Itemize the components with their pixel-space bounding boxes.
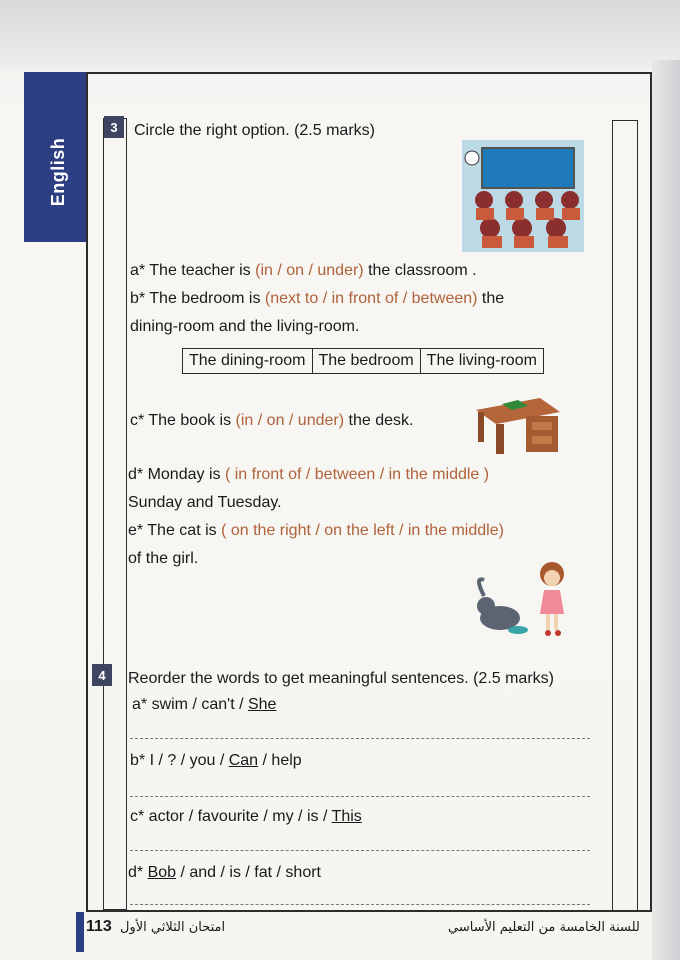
item-4c-text: c* actor / favourite / my / is / <box>130 808 332 825</box>
room-cell-2: The bedroom <box>312 349 420 374</box>
classroom-illustration <box>462 140 584 252</box>
frame-right <box>650 72 652 912</box>
item-3c-suffix: the desk. <box>348 412 414 429</box>
item-4d-start-word: Bob <box>147 864 177 881</box>
answer-line-4a[interactable] <box>130 738 590 739</box>
item-3a <box>130 262 477 280</box>
section-3-title: Circle the right option. (2.5 marks) <box>134 122 375 139</box>
page-right-shadow <box>652 60 680 960</box>
item-3a-options[interactable]: (in / on / under) <box>255 262 364 279</box>
item-3a-suffix: the classroom . <box>368 262 477 279</box>
frame-top <box>86 72 652 74</box>
answer-line-4c[interactable] <box>130 850 590 851</box>
item-4c-start-word: This <box>331 808 362 825</box>
item-3b-suffix: the <box>481 290 505 307</box>
left-margin-box <box>103 118 127 910</box>
item-4d <box>128 864 321 882</box>
room-cell-1: The dining-room <box>183 349 313 374</box>
right-margin-box <box>612 120 638 912</box>
page-number: 113 <box>86 918 112 935</box>
item-3b-line2: dining-room and the living-room. <box>130 318 360 335</box>
item-4d-text-end: / and / is / fat / short <box>176 864 321 881</box>
item-3e-prefix: e* The cat is <box>128 522 217 539</box>
item-3b <box>130 290 504 308</box>
answer-line-4b[interactable] <box>130 796 590 797</box>
item-4c <box>130 808 362 826</box>
item-3c-prefix: c* The book is <box>130 412 232 429</box>
item-3d <box>128 466 489 484</box>
item-4b-start-word: Can <box>228 752 259 769</box>
side-tab-label: English <box>47 137 68 207</box>
item-3d-line2: Sunday and Tuesday. <box>128 494 282 511</box>
frame-left <box>86 72 88 912</box>
item-4b-text: b* I / ? / you / <box>130 752 229 769</box>
page-top-shadow <box>0 0 680 68</box>
item-4a-start-word: She <box>247 696 277 713</box>
item-3b-prefix: b* The bedroom is <box>130 290 261 307</box>
item-4a-text: a* swim / can't / <box>132 696 248 713</box>
cat-girl-illustration <box>472 556 572 640</box>
answer-line-4d[interactable] <box>130 904 590 905</box>
item-3e <box>128 522 504 540</box>
item-3d-options[interactable]: ( in front of / between / in the middle ) <box>224 466 490 483</box>
section-4-title: Reorder the words to get meaningful sentences. (2.5 marks) <box>128 670 554 687</box>
item-3e-line2: of the girl. <box>128 550 199 567</box>
item-3c-options[interactable]: (in / on / under) <box>235 412 345 429</box>
desk-illustration <box>470 392 562 456</box>
item-4b <box>130 752 302 770</box>
footer-accent-bar <box>76 912 84 952</box>
room-cell-3: The living-room <box>420 349 543 374</box>
item-3d-prefix: d* Monday is <box>128 466 221 483</box>
item-3e-options[interactable]: ( on the right / on the left / in the middle) <box>221 522 504 539</box>
item-4b-text-end: / help <box>258 752 302 769</box>
item-3c <box>130 412 413 430</box>
footer-exam-label: امتحان الثلاثي الأول <box>120 920 226 935</box>
frame-bottom <box>86 910 652 912</box>
item-4d-text: d* <box>128 864 148 881</box>
section-4-number: 4 <box>92 664 112 686</box>
rooms-table <box>182 348 544 374</box>
item-3a-prefix: a* The teacher is <box>130 262 251 279</box>
item-4a <box>132 696 276 714</box>
section-3-number: 3 <box>104 116 124 138</box>
footer-grade-label: للسنة الخامسة من التعليم الأساسي <box>448 920 640 935</box>
item-3b-options[interactable]: (next to / in front of / between) <box>264 290 478 307</box>
